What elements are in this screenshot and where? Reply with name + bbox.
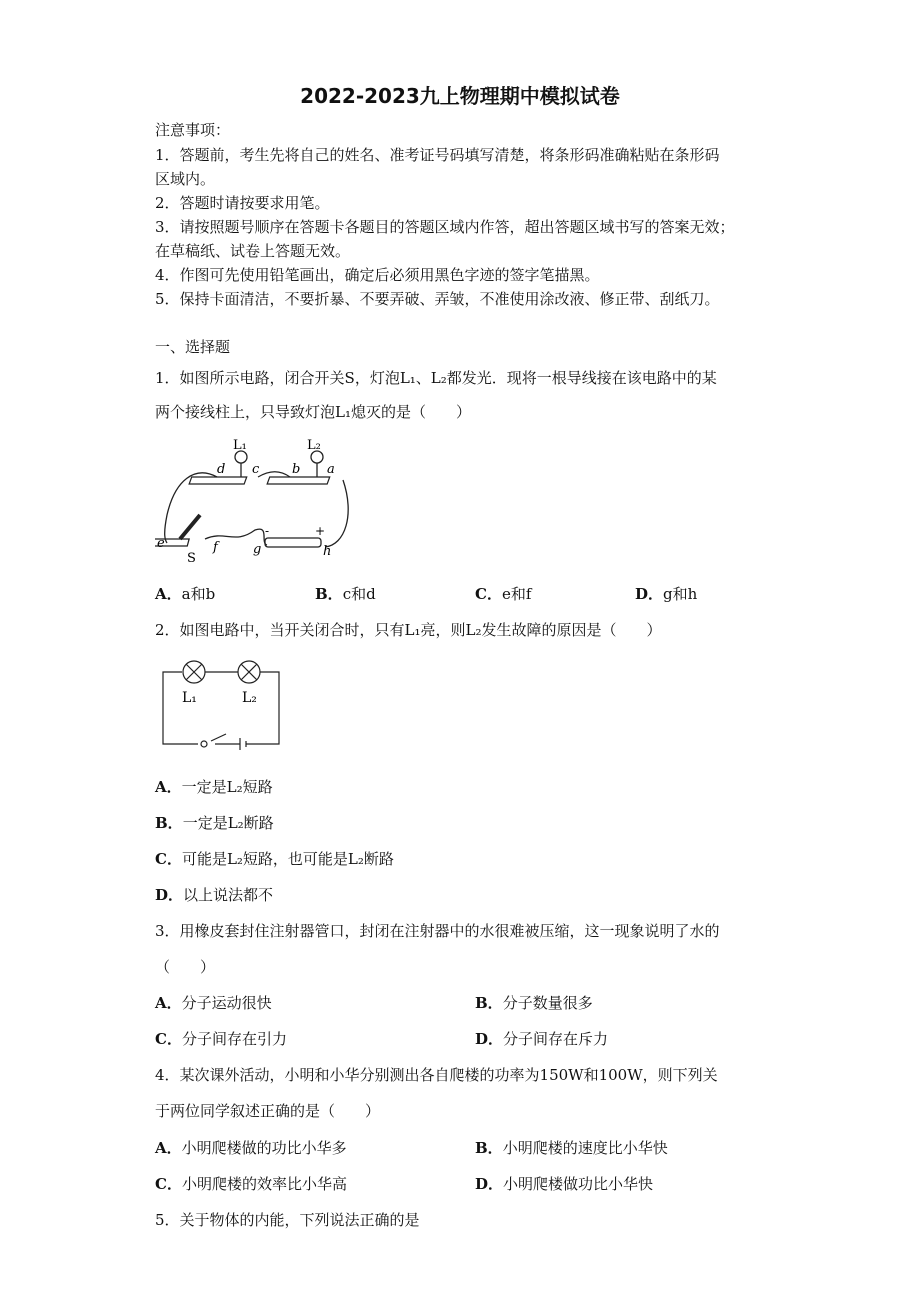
q2-option-b[interactable]: B．一定是L₂断路 bbox=[155, 814, 274, 832]
q1-stem: 两个接线柱上，只导致灯泡L₁熄灭的是（ ） bbox=[155, 403, 471, 421]
q1-option-c[interactable]: C．e和f bbox=[475, 585, 532, 603]
note-line: 3．请按照题号顺序在答题卡各题目的答题区域内作答，超出答题区域书写的答案无效； bbox=[155, 218, 735, 236]
label-g: g bbox=[253, 542, 262, 557]
q2-stem: 2．如图电路中，当开关闭合时，只有L₁亮，则L₂发生故障的原因是（ ） bbox=[155, 621, 662, 639]
label-l1: L₁ bbox=[182, 690, 197, 706]
label-l2: L₂ bbox=[307, 438, 321, 453]
q2-option-d[interactable]: D．以上说法都不 bbox=[155, 886, 274, 904]
q3-option-d[interactable]: D．分子间存在斥力 bbox=[475, 1030, 609, 1048]
label-d: d bbox=[217, 462, 226, 477]
label-a: a bbox=[327, 462, 335, 477]
q3-stem: （ ） bbox=[155, 958, 216, 976]
note-line: 2．答题时请按要求用笔。 bbox=[155, 194, 330, 212]
q4-option-a[interactable]: A．小明爬楼做的功比小华多 bbox=[155, 1139, 347, 1157]
q1-option-a[interactable]: A．a和b bbox=[155, 585, 216, 603]
q3-option-c[interactable]: C．分子间存在引力 bbox=[155, 1030, 287, 1048]
label-l1: L₁ bbox=[233, 438, 247, 453]
label-l2: L₂ bbox=[242, 690, 257, 706]
label-f: f bbox=[213, 540, 218, 555]
note-line: 4．作图可先使用铅笔画出，确定后必须用黑色字迹的签字笔描黑。 bbox=[155, 266, 600, 284]
q1-option-d[interactable]: D．g和h bbox=[635, 585, 698, 603]
q1-option-b[interactable]: B．c和d bbox=[315, 585, 376, 603]
q4-option-d[interactable]: D．小明爬楼做功比小华快 bbox=[475, 1175, 654, 1193]
note-line: 5．保持卡面清洁，不要折暴、不要弄破、弄皱，不准使用涂改液、修正带、刮纸刀。 bbox=[155, 290, 720, 308]
note-line: 1．答题前，考生先将自己的姓名、准考证号码填写清楚，将条形码准确粘贴在条形码 bbox=[155, 146, 720, 164]
label-plus: + bbox=[315, 524, 326, 538]
notes-heading: 注意事项： bbox=[155, 121, 231, 139]
note-line: 在草稿纸、试卷上答题无效。 bbox=[155, 242, 351, 260]
label-e: e bbox=[157, 536, 165, 551]
q3-option-a[interactable]: A．分子运动很快 bbox=[155, 994, 272, 1012]
page-title: 2022-2023九上物理期中模拟试卷 bbox=[300, 84, 620, 108]
q4-option-b[interactable]: B．小明爬楼的速度比小华快 bbox=[475, 1139, 668, 1157]
q2-option-a[interactable]: A．一定是L₂短路 bbox=[155, 778, 273, 796]
q4-stem: 4．某次课外活动，小明和小华分别测出各自爬楼的功率为150W和100W，则下列关 bbox=[155, 1066, 718, 1084]
label-minus: - bbox=[265, 524, 270, 538]
label-c: c bbox=[252, 462, 260, 477]
q5-stem: 5．关于物体的内能，下列说法正确的是 bbox=[155, 1211, 420, 1229]
q3-option-b[interactable]: B．分子数量很多 bbox=[475, 994, 593, 1012]
q4-option-c[interactable]: C．小明爬楼的效率比小华高 bbox=[155, 1175, 347, 1193]
q1-stem: 1．如图所示电路，闭合开关S，灯泡L₁、L₂都发光．现将一根导线接在该电路中的某 bbox=[155, 369, 717, 387]
q3-stem: 3．用橡皮套封住注射器管口，封闭在注射器中的水很难被压缩，这一现象说明了水的 bbox=[155, 922, 720, 940]
note-line: 区域内。 bbox=[155, 170, 216, 188]
section-heading: 一、选择题 bbox=[155, 338, 231, 356]
label-h: h bbox=[323, 544, 332, 559]
label-b: b bbox=[292, 462, 301, 477]
q2-option-c[interactable]: C．可能是L₂短路，也可能是L₂断路 bbox=[155, 850, 394, 868]
q2-circuit-diagram bbox=[160, 658, 285, 750]
label-s: S bbox=[187, 551, 196, 566]
q4-stem: 于两位同学叙述正确的是（ ） bbox=[155, 1102, 381, 1120]
q1-circuit-diagram bbox=[155, 435, 355, 570]
